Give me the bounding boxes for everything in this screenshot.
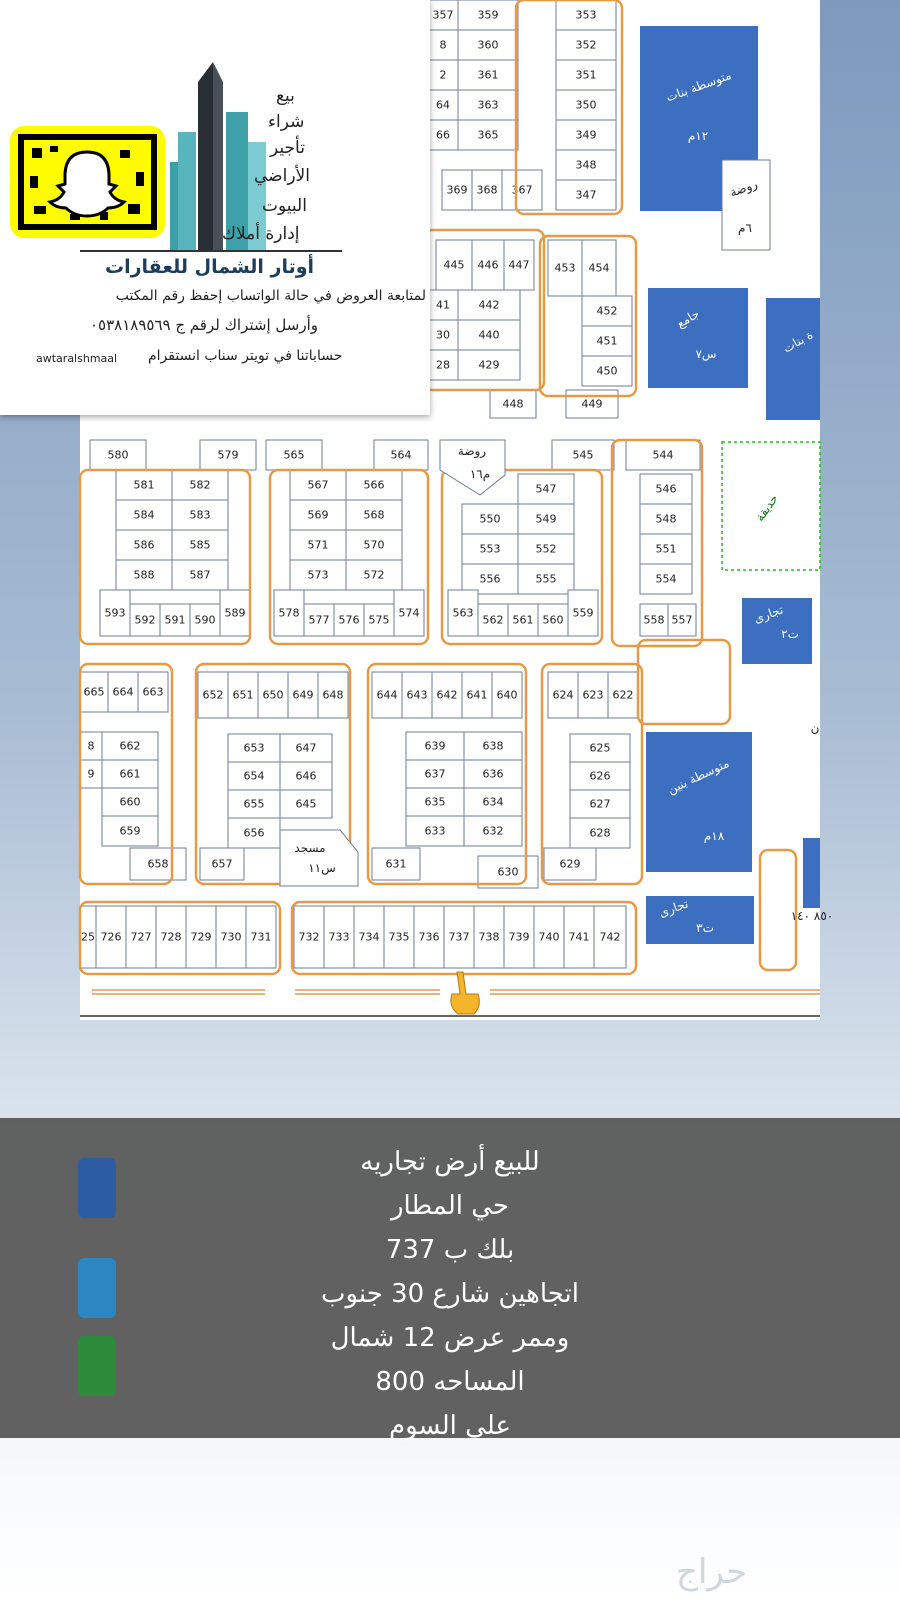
lot-580: 580 bbox=[107, 448, 129, 462]
service-houses: البيوت bbox=[262, 196, 307, 216]
lot-451: 451 bbox=[596, 334, 618, 348]
lot-659: 659 bbox=[119, 824, 141, 838]
listing-text bbox=[180, 1140, 720, 1448]
lot-447: 447 bbox=[508, 258, 530, 272]
whatsapp-icon[interactable] bbox=[78, 1336, 116, 1396]
lot-735: 735 bbox=[388, 930, 410, 944]
lot-650: 650 bbox=[262, 688, 284, 702]
lot-561: 561 bbox=[512, 613, 534, 627]
girls-middle-label: متوسطة بنات bbox=[664, 67, 734, 105]
lot-552: 552 bbox=[535, 542, 557, 556]
lot-365: 365 bbox=[477, 128, 499, 142]
lot-367: 367 bbox=[511, 183, 533, 197]
lot-644: 644 bbox=[376, 688, 398, 702]
lot-641: 641 bbox=[466, 688, 488, 702]
lot-734: 734 bbox=[358, 930, 380, 944]
commercial-bottom-num: ت٣ bbox=[696, 921, 714, 935]
lot-645: 645 bbox=[295, 797, 317, 811]
lot-562: 562 bbox=[482, 613, 504, 627]
lot-733: 733 bbox=[328, 930, 350, 944]
lot-453: 453 bbox=[554, 261, 576, 275]
twitter-icon[interactable] bbox=[78, 1258, 116, 1318]
lot-737: 737 bbox=[448, 930, 470, 944]
mosque-top-num: س٧ bbox=[695, 347, 717, 361]
agency-logo-panel bbox=[0, 0, 430, 415]
snapcode-icon[interactable] bbox=[10, 126, 165, 238]
lot-429: 429 bbox=[478, 358, 500, 372]
lot-557: 557 bbox=[671, 613, 693, 627]
lot-582: 582 bbox=[189, 478, 211, 492]
lot-347: 347 bbox=[575, 188, 597, 202]
lot-736: 736 bbox=[418, 930, 440, 944]
lot-440: 440 bbox=[478, 328, 500, 342]
lot-573: 573 bbox=[307, 568, 329, 582]
mosque-top-label: جامع bbox=[674, 306, 702, 331]
haraj-watermark: حراج bbox=[676, 1552, 748, 1592]
lot-591: 591 bbox=[164, 613, 186, 627]
lot-369: 369 bbox=[446, 183, 468, 197]
lot-631: 631 bbox=[385, 857, 407, 871]
lot-649: 649 bbox=[292, 688, 314, 702]
lot-587: 587 bbox=[189, 568, 211, 582]
follow-line-3: حساباتنا في تويتر سناب انستقرام bbox=[148, 348, 343, 364]
lot-584: 584 bbox=[133, 508, 155, 522]
lot-636: 636 bbox=[482, 767, 504, 781]
lot-657: 657 bbox=[211, 857, 233, 871]
lot-553: 553 bbox=[479, 542, 501, 556]
lot-728: 728 bbox=[160, 930, 182, 944]
lot-581: 581 bbox=[133, 478, 155, 492]
lot-349: 349 bbox=[575, 128, 597, 142]
girls-middle-num: ١٢م bbox=[687, 129, 709, 143]
lot-566: 566 bbox=[363, 478, 385, 492]
lot-452: 452 bbox=[596, 304, 618, 318]
lot-556: 556 bbox=[479, 572, 501, 586]
lot-448: 448 bbox=[502, 397, 524, 411]
commercial-right-label: تجارى bbox=[752, 602, 786, 626]
lot-637: 637 bbox=[424, 767, 446, 781]
lot-545: 545 bbox=[572, 448, 594, 462]
lot-586: 586 bbox=[133, 538, 155, 552]
lot-656: 656 bbox=[243, 826, 265, 840]
lot-726: 726 bbox=[100, 930, 122, 944]
follow-line-1: لمتابعة العروض في حالة الواتساب إحفظ رقم المكتب bbox=[115, 288, 426, 304]
lot-568: 568 bbox=[363, 508, 385, 522]
mosque-bottom bbox=[280, 830, 358, 886]
lot-442: 442 bbox=[478, 298, 500, 312]
lot-445: 445 bbox=[443, 258, 465, 272]
lot-638: 638 bbox=[482, 739, 504, 753]
lot-359: 359 bbox=[477, 8, 499, 22]
lot-589: 589 bbox=[224, 606, 246, 620]
edge-bottom-right-label: ٨٥٠ ١٤٠ bbox=[790, 909, 834, 923]
lot-639: 639 bbox=[424, 739, 446, 753]
lot-634: 634 bbox=[482, 795, 504, 809]
lot-629: 629 bbox=[559, 857, 581, 871]
lot-665: 665 bbox=[83, 685, 105, 699]
lot-548: 548 bbox=[655, 512, 677, 526]
lot-569: 569 bbox=[307, 508, 329, 522]
facility-edge bbox=[803, 838, 820, 908]
lot-8: 8 bbox=[87, 739, 95, 753]
lot-66: 66 bbox=[436, 128, 450, 142]
lot-663: 663 bbox=[142, 685, 164, 699]
listing-title: للبيع أرض تجاريه bbox=[360, 1147, 540, 1177]
lot-590: 590 bbox=[194, 613, 216, 627]
lot-576: 576 bbox=[338, 613, 360, 627]
lot-660: 660 bbox=[119, 795, 141, 809]
lot-559: 559 bbox=[572, 606, 594, 620]
mosque-top bbox=[648, 288, 748, 388]
listing-block: بلك ب 737 bbox=[385, 1235, 515, 1265]
lot-449: 449 bbox=[581, 397, 603, 411]
divider bbox=[80, 250, 342, 252]
lot-632: 632 bbox=[482, 824, 504, 838]
lot-662: 662 bbox=[119, 739, 141, 753]
service-property-management: إدارة أملاك bbox=[222, 224, 300, 244]
service-lands: الأراضي bbox=[254, 166, 310, 186]
kindergarten-top-label: روضة bbox=[727, 176, 760, 200]
lot-544: 544 bbox=[652, 448, 674, 462]
kindergarten-mid-label: روضة bbox=[457, 444, 487, 458]
service-sale: بيع bbox=[276, 86, 295, 106]
lot-30: 30 bbox=[436, 328, 450, 342]
lot-588: 588 bbox=[133, 568, 155, 582]
lot-646: 646 bbox=[295, 769, 317, 783]
lot-570: 570 bbox=[363, 538, 385, 552]
listing-price: على السوم bbox=[389, 1411, 511, 1441]
lot-643: 643 bbox=[406, 688, 428, 702]
lot-731: 731 bbox=[250, 930, 272, 944]
lot-642: 642 bbox=[436, 688, 458, 702]
lot-567: 567 bbox=[307, 478, 329, 492]
lot-738: 738 bbox=[478, 930, 500, 944]
lot-549: 549 bbox=[535, 512, 557, 526]
listing-street: اتجاهين شارع 30 جنوب bbox=[320, 1279, 579, 1309]
lot-578: 578 bbox=[278, 606, 300, 620]
lot-564: 564 bbox=[390, 448, 412, 462]
listing-area: المساحه 800 bbox=[375, 1367, 525, 1397]
company-name: أوتار الشمال للعقارات bbox=[105, 256, 315, 278]
ghost-icon bbox=[10, 126, 165, 238]
lot-575: 575 bbox=[368, 613, 390, 627]
lot-655: 655 bbox=[243, 797, 265, 811]
lot-554: 554 bbox=[655, 572, 677, 586]
lot-64: 64 bbox=[436, 98, 450, 112]
lot-624: 624 bbox=[552, 688, 574, 702]
kindergarten-top-num: ٦م bbox=[738, 221, 752, 235]
lot-651: 651 bbox=[232, 688, 254, 702]
commercial-bottom bbox=[646, 896, 754, 944]
lot-653: 653 bbox=[243, 741, 265, 755]
lot-739: 739 bbox=[508, 930, 530, 944]
lot-640: 640 bbox=[496, 688, 518, 702]
ie-browser-icon[interactable] bbox=[78, 1158, 116, 1218]
kindergarten-top bbox=[722, 160, 770, 250]
lot-351: 351 bbox=[575, 68, 597, 82]
lot-446: 446 bbox=[477, 258, 499, 272]
lot-742: 742 bbox=[599, 930, 621, 944]
lot-28: 28 bbox=[436, 358, 450, 372]
lot-583: 583 bbox=[189, 508, 211, 522]
lot-368: 368 bbox=[476, 183, 498, 197]
lot-360: 360 bbox=[477, 38, 499, 52]
lot-25: 25 bbox=[81, 930, 95, 944]
lot-647: 647 bbox=[295, 741, 317, 755]
lot-652: 652 bbox=[202, 688, 224, 702]
lot-658: 658 bbox=[147, 857, 169, 871]
lot-585: 585 bbox=[189, 538, 211, 552]
lot-622: 622 bbox=[612, 688, 634, 702]
follow-line-2: وأرسل إشتراك لرقم ج ٠٥٣٨١٨٩٥٦٩ bbox=[90, 316, 318, 334]
lot-592: 592 bbox=[134, 613, 156, 627]
lot-41: 41 bbox=[436, 298, 450, 312]
lot-572: 572 bbox=[363, 568, 385, 582]
lot-8: 8 bbox=[439, 38, 447, 52]
edge-right-label: ن bbox=[810, 721, 820, 735]
girls-middle-right-label: ة بنات bbox=[780, 327, 816, 356]
lot-579: 579 bbox=[217, 448, 239, 462]
boys-middle-label: متوسطة بنين bbox=[665, 756, 732, 797]
lot-547: 547 bbox=[535, 482, 557, 496]
lot-9: 9 bbox=[87, 767, 95, 781]
garden-label: حديقة bbox=[752, 491, 781, 524]
lot-648: 648 bbox=[322, 688, 344, 702]
lot-577: 577 bbox=[308, 613, 330, 627]
lot-633: 633 bbox=[424, 824, 446, 838]
lot-635: 635 bbox=[424, 795, 446, 809]
commercial-right-num: ت٢ bbox=[781, 627, 799, 641]
lot-550: 550 bbox=[479, 512, 501, 526]
lot-623: 623 bbox=[582, 688, 604, 702]
lot-357: 357 bbox=[432, 8, 454, 22]
lot-741: 741 bbox=[568, 930, 590, 944]
lot-630: 630 bbox=[497, 865, 519, 879]
lot-740: 740 bbox=[538, 930, 560, 944]
lot-350: 350 bbox=[575, 98, 597, 112]
lot-664: 664 bbox=[112, 685, 134, 699]
commercial-bottom-label: تجارى bbox=[657, 896, 691, 920]
lot-361: 361 bbox=[477, 68, 499, 82]
lot-625: 625 bbox=[589, 741, 611, 755]
social-handle: awtaralshmaal bbox=[36, 352, 118, 365]
kindergarten-mid-num: م١٦ bbox=[469, 467, 491, 481]
lot-661: 661 bbox=[119, 767, 141, 781]
service-rent: تأجير bbox=[270, 138, 305, 158]
lot-727: 727 bbox=[130, 930, 152, 944]
boys-middle-num: ١٨م bbox=[703, 829, 725, 843]
lot-730: 730 bbox=[220, 930, 242, 944]
lot-353: 353 bbox=[575, 8, 597, 22]
lot-565: 565 bbox=[283, 448, 305, 462]
lot-363: 363 bbox=[477, 98, 499, 112]
lot-546: 546 bbox=[655, 482, 677, 496]
girls-middle-school-right bbox=[766, 298, 820, 420]
lot-352: 352 bbox=[575, 38, 597, 52]
lot-2: 2 bbox=[439, 68, 447, 82]
mosque-bottom-label: مسجد bbox=[294, 841, 326, 855]
lot-628: 628 bbox=[589, 826, 611, 840]
lot-593: 593 bbox=[104, 606, 126, 620]
mosque-bottom-num: س١١ bbox=[308, 861, 336, 875]
listing-passage: وممر عرض 12 شمال bbox=[330, 1323, 570, 1353]
lot-555: 555 bbox=[535, 572, 557, 586]
lot-729: 729 bbox=[190, 930, 212, 944]
lot-560: 560 bbox=[542, 613, 564, 627]
lot-551: 551 bbox=[655, 542, 677, 556]
lot-654: 654 bbox=[243, 769, 265, 783]
lot-563: 563 bbox=[452, 606, 474, 620]
lot-450: 450 bbox=[596, 364, 618, 378]
listing-info-panel bbox=[0, 1118, 900, 1441]
listing-district: حي المطار bbox=[391, 1191, 509, 1221]
lot-732: 732 bbox=[298, 930, 320, 944]
lot-627: 627 bbox=[589, 797, 611, 811]
lot-454: 454 bbox=[588, 261, 610, 275]
lot-626: 626 bbox=[589, 769, 611, 783]
lot-571: 571 bbox=[307, 538, 329, 552]
boys-middle-school bbox=[646, 732, 752, 872]
lot-558: 558 bbox=[643, 613, 665, 627]
lot-574: 574 bbox=[398, 606, 420, 620]
service-buy: شراء bbox=[268, 112, 305, 132]
lot-348: 348 bbox=[575, 158, 597, 172]
